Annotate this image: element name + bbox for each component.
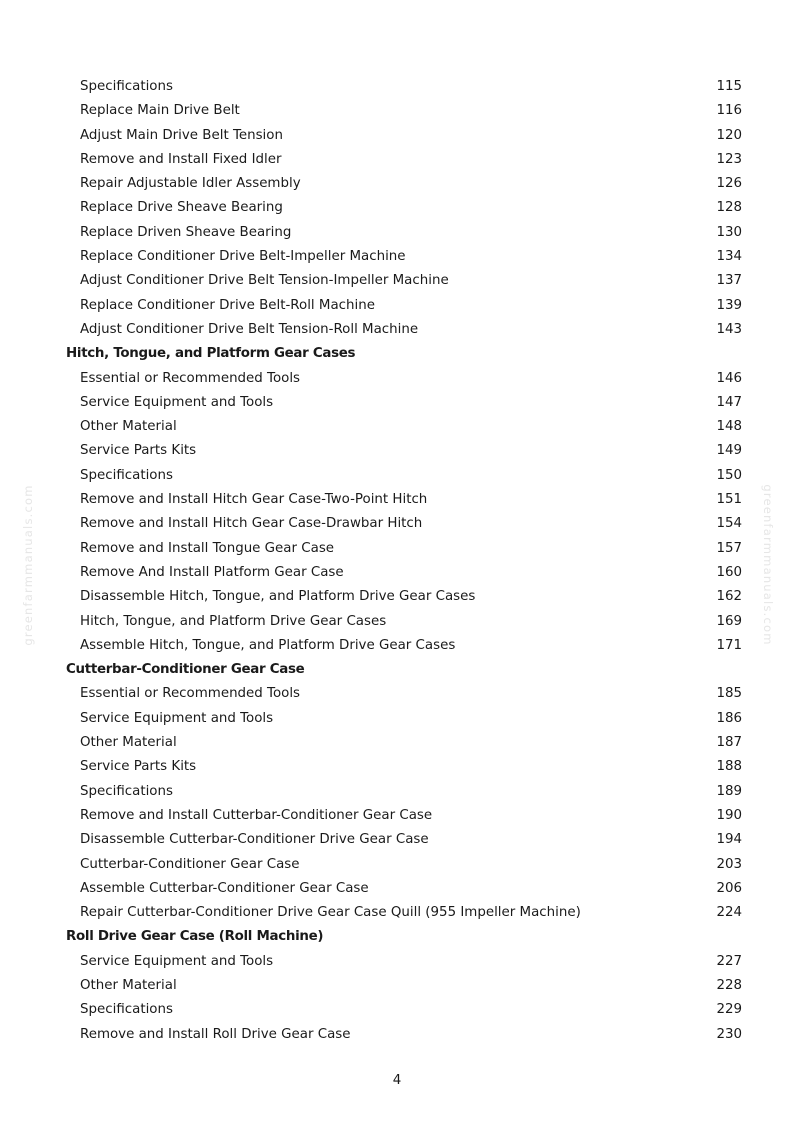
toc-page-number: 194: [716, 832, 742, 848]
toc-page-number: 149: [716, 443, 742, 459]
toc-entry[interactable]: [0, 998, 794, 1022]
toc-entry[interactable]: [0, 610, 794, 634]
toc-entry[interactable]: [0, 512, 794, 536]
toc-page-number: 160: [716, 564, 742, 580]
toc-entry-title: Essential or Recommended Tools: [80, 686, 301, 702]
toc-entry-title: Other Material: [80, 977, 177, 993]
toc-page-number: 224: [716, 905, 742, 921]
toc-page-number: 227: [716, 953, 742, 969]
toc-page-number: 190: [716, 807, 742, 823]
toc-entry[interactable]: [0, 488, 794, 512]
toc-entry[interactable]: [0, 731, 794, 755]
toc-page-number: 123: [716, 151, 742, 167]
toc-entry-title: Specifications: [80, 783, 173, 799]
toc-entry[interactable]: [0, 124, 794, 148]
toc-entry-title: Other Material: [80, 735, 177, 751]
toc-entry-title: Remove and Install Hitch Gear Case-Drawbar Hitch: [80, 516, 423, 532]
toc-entry-title: Specifications: [80, 79, 173, 94]
toc-page-number: 148: [716, 419, 742, 435]
toc-page-number: 134: [716, 249, 742, 265]
toc-entry[interactable]: [0, 585, 794, 609]
toc-entry[interactable]: [0, 634, 794, 658]
toc-page-number: 130: [716, 224, 742, 240]
toc-entry-title: Adjust Conditioner Drive Belt Tension-Roll Machine: [80, 321, 419, 337]
toc-entry-title: Service Equipment and Tools: [80, 953, 274, 969]
toc-entry[interactable]: [0, 537, 794, 561]
toc-page-number: 154: [716, 516, 742, 532]
toc-entry[interactable]: [0, 75, 794, 99]
toc-entry-title: Replace Main Drive Belt: [80, 103, 240, 119]
page-number: 4: [392, 1073, 402, 1088]
toc-entry-title: Replace Drive Sheave Bearing: [80, 200, 283, 216]
toc-entry-title: Remove and Install Roll Drive Gear Case: [80, 1026, 351, 1042]
toc-entry-title: Cutterbar-Conditioner Gear Case: [80, 856, 300, 872]
toc-page-number: 137: [716, 273, 742, 289]
toc-entry[interactable]: [0, 1023, 794, 1047]
toc-entry-title: Adjust Main Drive Belt Tension: [80, 127, 283, 143]
toc-entry[interactable]: [0, 780, 794, 804]
toc-page-number: 115: [716, 79, 742, 94]
toc-entry-title: Disassemble Cutterbar-Conditioner Drive Gear Case: [80, 832, 429, 848]
toc-page-number: 139: [716, 297, 742, 313]
toc-entry-title: Service Parts Kits: [80, 759, 197, 775]
toc-entry[interactable]: [0, 755, 794, 779]
toc-entry[interactable]: [0, 99, 794, 123]
toc-entry-title: Replace Conditioner Drive Belt-Impeller Machine: [80, 249, 406, 265]
toc-entry-title: Remove and Install Tongue Gear Case: [80, 540, 335, 556]
watermark-left: greenfarmmanuals.com: [21, 484, 35, 646]
toc-page-number: 162: [716, 589, 742, 605]
toc-entry-title: Hitch, Tongue, and Platform Drive Gear Cases: [80, 613, 387, 629]
watermark-right: greenfarmmanuals.com: [761, 484, 775, 646]
toc-page-number: 126: [716, 176, 742, 192]
toc-page-number: 143: [716, 321, 742, 337]
toc-entry-title: Replace Driven Sheave Bearing: [80, 224, 292, 240]
toc-page-number: 186: [716, 710, 742, 726]
toc-page-number: 187: [716, 735, 742, 751]
toc-entry-title: Service Equipment and Tools: [80, 394, 274, 410]
toc-entry[interactable]: [0, 828, 794, 852]
toc-heading-title: Roll Drive Gear Case (Roll Machine): [66, 929, 324, 945]
toc-entry[interactable]: [0, 707, 794, 731]
toc-page-number: 189: [716, 783, 742, 799]
toc-entry[interactable]: [0, 901, 794, 925]
toc-entry-title: Essential or Recommended Tools: [80, 370, 301, 386]
toc-entry[interactable]: [0, 853, 794, 877]
toc-section-heading[interactable]: [0, 925, 794, 949]
toc-entry-title: Service Parts Kits: [80, 443, 197, 459]
toc-entry[interactable]: [0, 682, 794, 706]
toc-page-number: 157: [716, 540, 742, 556]
toc-page-number: 147: [716, 394, 742, 410]
toc-entry-title: Disassemble Hitch, Tongue, and Platform Drive Gear Cases: [80, 589, 476, 605]
toc-entry-title: Other Material: [80, 419, 177, 435]
toc-page-number: 188: [716, 759, 742, 775]
toc-entry[interactable]: [0, 391, 794, 415]
toc-page-number: 206: [716, 880, 742, 896]
toc-entry-title: Replace Conditioner Drive Belt-Roll Machine: [80, 297, 375, 313]
toc-entry-title: Remove and Install Cutterbar-Conditioner Gear Case: [80, 807, 433, 823]
toc-entry[interactable]: [0, 172, 794, 196]
toc-entry[interactable]: [0, 415, 794, 439]
toc-entry-title: Assemble Cutterbar-Conditioner Gear Case: [80, 880, 369, 896]
toc-entry-title: Specifications: [80, 467, 173, 483]
toc-heading-title: Cutterbar-Conditioner Gear Case: [66, 662, 305, 678]
toc-entry[interactable]: [0, 148, 794, 172]
toc-entry-title: Adjust Conditioner Drive Belt Tension-Impeller Machine: [80, 273, 449, 289]
toc-entry[interactable]: [0, 950, 794, 974]
toc-entry[interactable]: [0, 269, 794, 293]
toc-heading-title: Hitch, Tongue, and Platform Gear Cases: [66, 346, 356, 362]
toc-page-number: 228: [716, 977, 742, 993]
toc-page-number: 169: [716, 613, 742, 629]
toc-page-number: 230: [716, 1026, 742, 1042]
toc-entry[interactable]: [0, 561, 794, 585]
toc-page-number: 150: [716, 467, 742, 483]
toc-entry[interactable]: [0, 318, 794, 342]
toc-entry[interactable]: [0, 439, 794, 463]
toc-page-number: 203: [716, 856, 742, 872]
toc-section-heading[interactable]: [0, 342, 794, 366]
toc-section-heading[interactable]: [0, 658, 794, 682]
toc-entry-title: Remove and Install Fixed Idler: [80, 151, 282, 167]
toc-entry-title: Remove And Install Platform Gear Case: [80, 564, 344, 580]
toc-entry[interactable]: [0, 804, 794, 828]
toc-page-number: 120: [716, 127, 742, 143]
toc-page-number: 229: [716, 1002, 742, 1018]
toc-page-number: 185: [716, 686, 742, 702]
toc-entry[interactable]: [0, 294, 794, 318]
toc-entry-title: Service Equipment and Tools: [80, 710, 274, 726]
toc-page-number: 171: [716, 637, 742, 653]
toc-entry[interactable]: [0, 245, 794, 269]
toc-entry-title: Repair Adjustable Idler Assembly: [80, 176, 301, 192]
table-of-contents: [0, 75, 794, 1047]
toc-entry[interactable]: [0, 877, 794, 901]
toc-entry-title: Assemble Hitch, Tongue, and Platform Drive Gear Cases: [80, 637, 456, 653]
toc-entry[interactable]: [0, 367, 794, 391]
toc-entry-title: Repair Cutterbar-Conditioner Drive Gear Case Quill (955 Impeller Machine): [80, 905, 581, 921]
toc-entry-title: Specifications: [80, 1002, 173, 1018]
toc-page-number: 146: [716, 370, 742, 386]
toc-page-number: 151: [716, 492, 742, 508]
toc-page-number: 116: [716, 103, 742, 119]
toc-entry[interactable]: [0, 974, 794, 998]
toc-entry[interactable]: [0, 221, 794, 245]
toc-entry[interactable]: [0, 196, 794, 220]
toc-page-number: 128: [716, 200, 742, 216]
toc-entry-title: Remove and Install Hitch Gear Case-Two-Point Hitch: [80, 492, 428, 508]
toc-entry[interactable]: [0, 464, 794, 488]
